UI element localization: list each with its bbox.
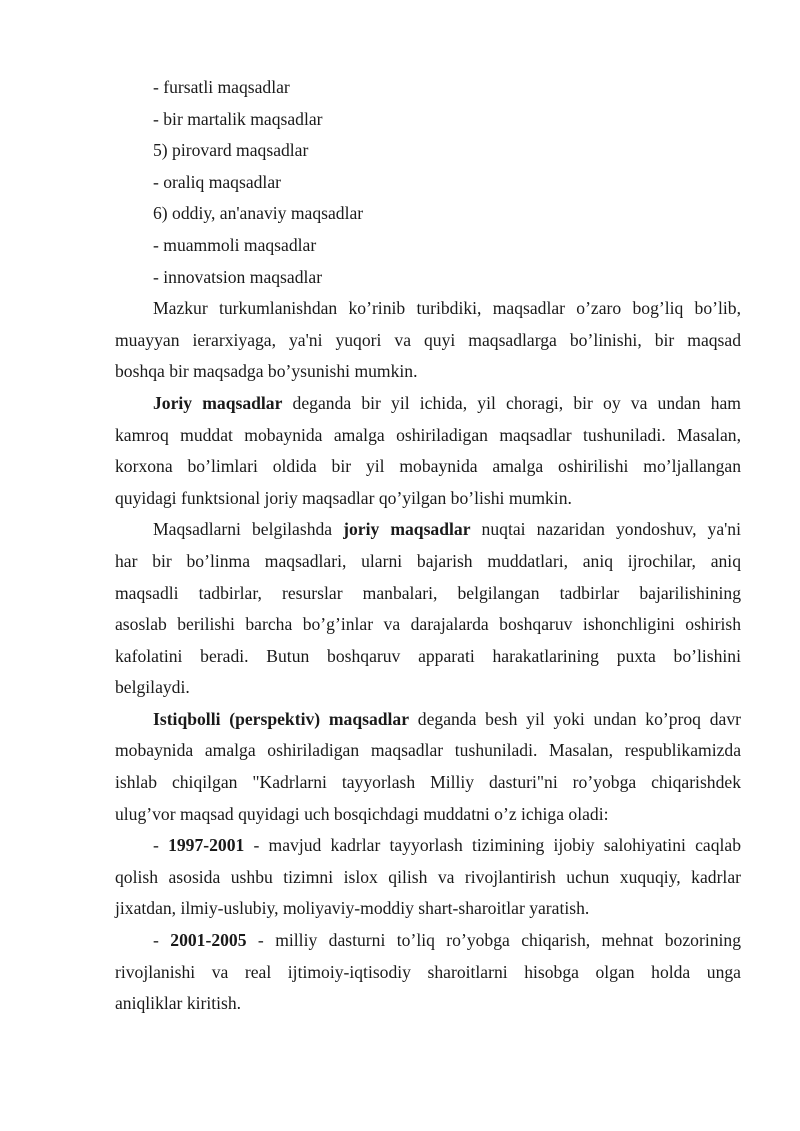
text-line: [115, 167, 741, 199]
text-line: [115, 420, 741, 452]
text-run: ulug’vor maqsad quyidagi uch bosqichdagi muddatni o’z ichiga oladi:: [115, 803, 609, 824]
bold-term: 1997-2001: [168, 835, 245, 856]
text-run: har bir bo’linma maqsadlari, ularni bajarish muddatlari, aniq ijrochilar, aniq: [115, 550, 741, 571]
text-run: deganda besh yil yoki undan ko’proq davr: [409, 708, 741, 729]
text-run: deganda bir yil ichida, yil choragi, bir oy va undan ham: [282, 392, 741, 413]
text-run: 5) pirovard maqsadlar: [153, 140, 309, 161]
text-line: [115, 672, 741, 704]
text-run: - mavjud kadrlar tayyorlash tizimining ijobiy salohiyatini caqlab: [244, 835, 741, 856]
text-run: ishlab chiqilgan "Kadrlarni tayyorlash Milliy dasturi"ni ro’yobga chiqarishdek: [115, 772, 741, 793]
text-run: jixatdan, ilmiy-uslubiy, moliyaviy-moddiy shart-sharoitlar yaratish.: [115, 898, 590, 919]
text-run: quyidagi funktsional joriy maqsadlar qo’yilgan bo’lishi mumkin.: [115, 487, 572, 508]
text-run: mobaynida amalga oshiriladigan maqsadlar tushuniladi. Masalan, respublikamizda: [115, 740, 741, 761]
text-run: asoslab berilishi barcha bo’g’inlar va darajalarda boshqaruv ishonchligini oshirish: [115, 614, 741, 635]
text-run: 6) oddiy, an'anaviy maqsadlar: [153, 203, 364, 224]
text-run: korxona bo’limlari oldida bir yil mobaynida amalga oshirilishi mo’ljallangan: [115, 456, 741, 477]
text-line: [115, 988, 741, 1020]
text-line: [115, 578, 741, 610]
text-run: -: [153, 930, 171, 951]
text-line: [115, 862, 741, 894]
text-run: - innovatsion maqsadlar: [153, 266, 323, 287]
text-line: [115, 230, 741, 262]
text-run: belgilaydi.: [115, 677, 190, 698]
text-line: [115, 609, 741, 641]
text-line: [115, 72, 741, 104]
text-run: maqsadli tadbirlar, resurslar manbalari, belgilangan tadbirlar bajarilishining: [115, 582, 741, 603]
text-run: - oraliq maqsadlar: [153, 171, 281, 192]
text-line: [115, 356, 741, 388]
text-run: Maqsadlarni belgilashda: [153, 519, 344, 540]
text-run: - muammoli maqsadlar: [153, 234, 317, 255]
text-line: [115, 262, 741, 294]
text-run: - milliy dasturni to’liq ro’yobga chiqarish, mehnat bozorining: [246, 930, 741, 951]
text-run: qolish asosida ushbu tizimni islox qilish va rivojlantirish uchun xuquqiy, kadrlar: [115, 866, 741, 887]
text-run: kamroq muddat mobaynida amalga oshiriladigan maqsadlar tushuniladi. Masalan,: [115, 424, 741, 445]
text-run: boshqa bir maqsadga bo’ysunishi mumkin.: [115, 361, 418, 382]
text-line: [115, 830, 741, 862]
bold-term: 2001-2005: [170, 930, 247, 951]
text-line: [115, 893, 741, 925]
bold-term: joriy maqsadlar: [343, 519, 471, 540]
text-line: [115, 325, 741, 357]
text-line: [115, 735, 741, 767]
text-line: [115, 198, 741, 230]
bold-term: Joriy maqsadlar: [153, 392, 283, 413]
text-line: [115, 135, 741, 167]
text-run: rivojlanishi va real ijtimoiy-iqtisodiy sharoitlarni hisobga olgan holda unga: [115, 961, 741, 982]
text-line: [115, 799, 741, 831]
text-line: [115, 388, 741, 420]
text-run: muayyan ierarxiyaga, ya'ni yuqori va quyi maqsadlarga bo’linishi, bir maqsad: [115, 329, 741, 350]
text-line: [115, 514, 741, 546]
text-line: [115, 546, 741, 578]
text-line: [115, 925, 741, 957]
text-line: [115, 767, 741, 799]
text-run: - fursatli maqsadlar: [153, 77, 290, 97]
bold-term: Istiqbolli (perspektiv) maqsadlar: [153, 708, 410, 729]
text-line: [115, 451, 741, 483]
text-run: kafolatini beradi. Butun boshqaruv apparati harakatlarining puxta bo’lishini: [115, 645, 741, 666]
text-line: [115, 641, 741, 673]
text-run: - bir martalik maqsadlar: [153, 108, 323, 129]
text-line: [115, 704, 741, 736]
text-line: [115, 957, 741, 989]
text-run: aniqliklar kiritish.: [115, 993, 242, 1014]
text-line: [115, 483, 741, 515]
text-run: -: [153, 835, 169, 856]
text-line: [115, 293, 741, 325]
text-run: nuqtai nazaridan yondoshuv, ya'ni: [470, 519, 741, 540]
text-line: [115, 104, 741, 136]
text-run: Mazkur turkumlanishdan ko’rinib turibdiki, maqsadlar o’zaro bog’liq bo’lib,: [153, 298, 741, 319]
document-body: [115, 72, 741, 1020]
